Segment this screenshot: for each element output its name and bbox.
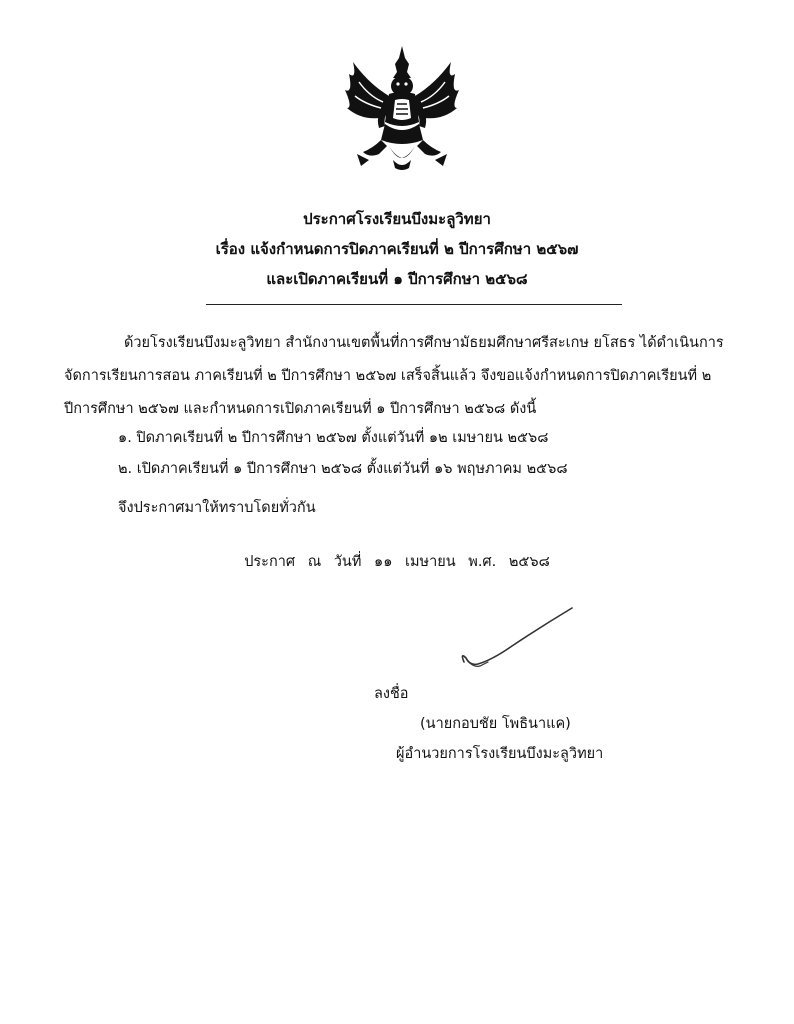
- announce-era: พ.ศ.: [468, 554, 497, 570]
- body-line-3: ปีการศึกษา ๒๕๖๗ และกำหนดการเปิดภาคเรียนที่ ๑ ปีการศึกษา ๒๕๖๘ ดังนี้: [64, 401, 537, 417]
- header-title: ประกาศโรงเรียนบึงมะลูวิทยา: [303, 210, 491, 228]
- announce-date-label: วันที่: [333, 554, 362, 570]
- announce-at: ณ: [307, 554, 322, 570]
- closing-statement: จึงประกาศมาให้ทราบโดยทั่วกัน: [118, 500, 316, 516]
- announcement-date: [0, 550, 794, 573]
- document-header: [0, 204, 794, 294]
- sign-label: ลงชื่อ: [374, 686, 409, 702]
- body-line-2: จัดการเรียนการสอน ภาคเรียนที่ ๒ ปีการศึกษา ๒๕๖๗ เสร็จสิ้นแล้ว จึงขอแจ้งกำหนดการปิดภาคเรียนที่ ๒: [64, 368, 712, 384]
- header-subject: เรื่อง แจ้งกำหนดการปิดภาคเรียนที่ ๒ ปีการศึกษา ๒๕๖๗: [215, 240, 579, 258]
- body-paragraph: [64, 327, 744, 426]
- list-item-open-term: ๒. เปิดภาคเรียนที่ ๑ ปีการศึกษา ๒๕๖๘ ตั้งแต่วันที่ ๑๖ พฤษภาคม ๒๕๖๘: [118, 461, 568, 477]
- signer-title: ผู้อำนวยการโรงเรียนบึงมะลูวิทยา: [396, 746, 604, 762]
- list-item-close-term: ๑. ปิดภาคเรียนที่ ๒ ปีการศึกษา ๒๕๖๗ ตั้งแต่วันที่ ๑๒ เมษายน ๒๕๖๘: [118, 430, 549, 446]
- header-divider: [206, 304, 622, 305]
- announce-prefix: ประกาศ: [244, 554, 296, 570]
- announce-day: ๑๑: [374, 554, 393, 570]
- body-line-1: ด้วยโรงเรียนบึงมะลูวิทยา สำนักงานเขตพื้นที่การศึกษามัธยมศึกษาศรีสะเกษ ยโสธร ได้ดำเนินการ: [124, 335, 724, 351]
- handwritten-signature: [452, 600, 582, 680]
- announce-month: เมษายน: [405, 554, 456, 570]
- header-subject-continued: และเปิดภาคเรียนที่ ๑ ปีการศึกษา ๒๕๖๘: [266, 270, 528, 288]
- announce-year: ๒๕๖๘: [508, 554, 550, 570]
- signer-name: (นายกอบชัย โพธินาแค): [420, 716, 571, 732]
- garuda-emblem-icon: [339, 44, 465, 172]
